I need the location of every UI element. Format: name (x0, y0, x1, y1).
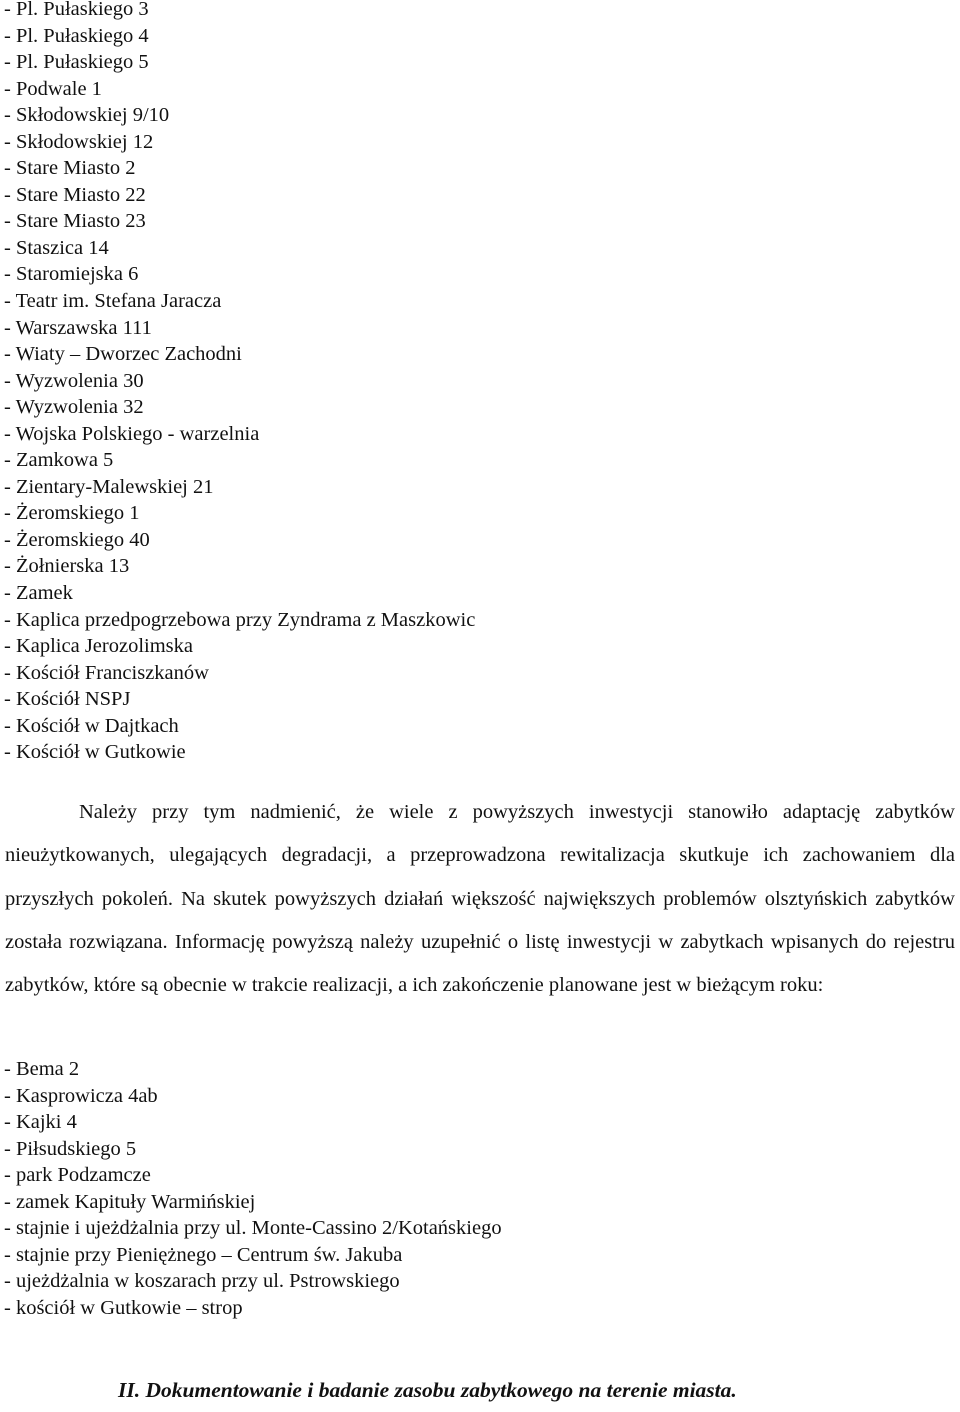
list-item: - Skłodowskiej 9/10 (4, 104, 170, 127)
list-item: - Żeromskiego 1 (4, 502, 140, 525)
list-item: - Wojska Polskiego - warzelnia (4, 422, 260, 445)
list-item: - kościół w Gutkowie – strop (4, 1296, 243, 1319)
list-item: - Żołnierska 13 (4, 555, 130, 578)
body-paragraph: Należy przy tym nadmienić, że wiele z powyższych inwestycji stanowiło adaptację zabytków nieużytkowanych, ulegających degradacji, a przeprowadzona rewitalizacja skutkuje ich zachowaniem dla przyszłych pokoleń. Na skutek powyższych działań większość największych problemów olsztyńskich zabytków została rozwiązana. Informację powyższą należy uzupełnić o listę inwestycji w zabytkach wpisanych do rejestru zabytków, które są obecnie w trakcie realizacji, a ich zakończenie planowane jest w bieżącym roku: (5, 801, 955, 997)
list-item: - stajnie i ujeżdżalnia przy ul. Monte-Cassino 2/Kotańskiego (4, 1217, 502, 1240)
list-item: - Podwale 1 (4, 77, 102, 100)
list-item: - Kościół w Gutkowie (4, 741, 186, 764)
list-item: - Zamek (4, 582, 73, 605)
list-item: - stajnie przy Pieniężnego – Centrum św. Jakuba (4, 1243, 403, 1266)
list-item: - Skłodowskiej 12 (4, 130, 154, 153)
list-item: - Kasprowicza 4ab (4, 1084, 158, 1107)
list-item: - Wyzwolenia 30 (4, 369, 144, 392)
list-item: - park Podzamcze (4, 1164, 151, 1187)
section-heading: II. Dokumentowanie i badanie zasobu zabytkowego na terenie miasta. (118, 1378, 737, 1402)
monument-list-completed (4, 0, 475, 766)
list-item: - Kościół NSPJ (4, 688, 131, 711)
list-item: - Zientary-Malewskiej 21 (4, 475, 214, 498)
list-item: - Stare Miasto 22 (4, 183, 146, 206)
list-item: - Wiaty – Dworzec Zachodni (4, 343, 242, 366)
list-item: - Stare Miasto 23 (4, 210, 146, 233)
list-item: - Pl. Pułaskiego 4 (4, 24, 149, 47)
list-item: - Piłsudskiego 5 (4, 1137, 137, 1160)
list-item: - Warszawska 111 (4, 316, 152, 339)
list-item: - Bema 2 (4, 1058, 80, 1080)
list-item: - Żeromskiego 40 (4, 528, 150, 551)
monument-list-in-progress (4, 1056, 502, 1321)
list-item: - Kajki 4 (4, 1111, 77, 1134)
list-item: - Kościół Franciszkanów (4, 661, 209, 684)
list-item: - Staszica 14 (4, 236, 109, 259)
list-item: - Teatr im. Stefana Jaracza (4, 290, 222, 313)
list-item: - ujeżdżalnia w koszarach przy ul. Pstrowskiego (4, 1270, 400, 1293)
list-item: - Zamkowa 5 (4, 449, 114, 472)
list-item: - Pl. Pułaskiego 5 (4, 51, 149, 74)
list-item: - Kaplica przedpogrzebowa przy Zyndrama z Maszkowic (4, 608, 476, 631)
list-item: - zamek Kapituły Warmińskiej (4, 1190, 256, 1213)
list-item: - Pl. Pułaskiego 3 (4, 0, 149, 20)
list-item: - Stare Miasto 2 (4, 157, 136, 180)
list-item: - Kaplica Jerozolimska (4, 635, 193, 658)
list-item: - Wyzwolenia 32 (4, 396, 144, 419)
list-item: - Staromiejska 6 (4, 263, 139, 286)
list-item: - Kościół w Dajtkach (4, 714, 179, 737)
